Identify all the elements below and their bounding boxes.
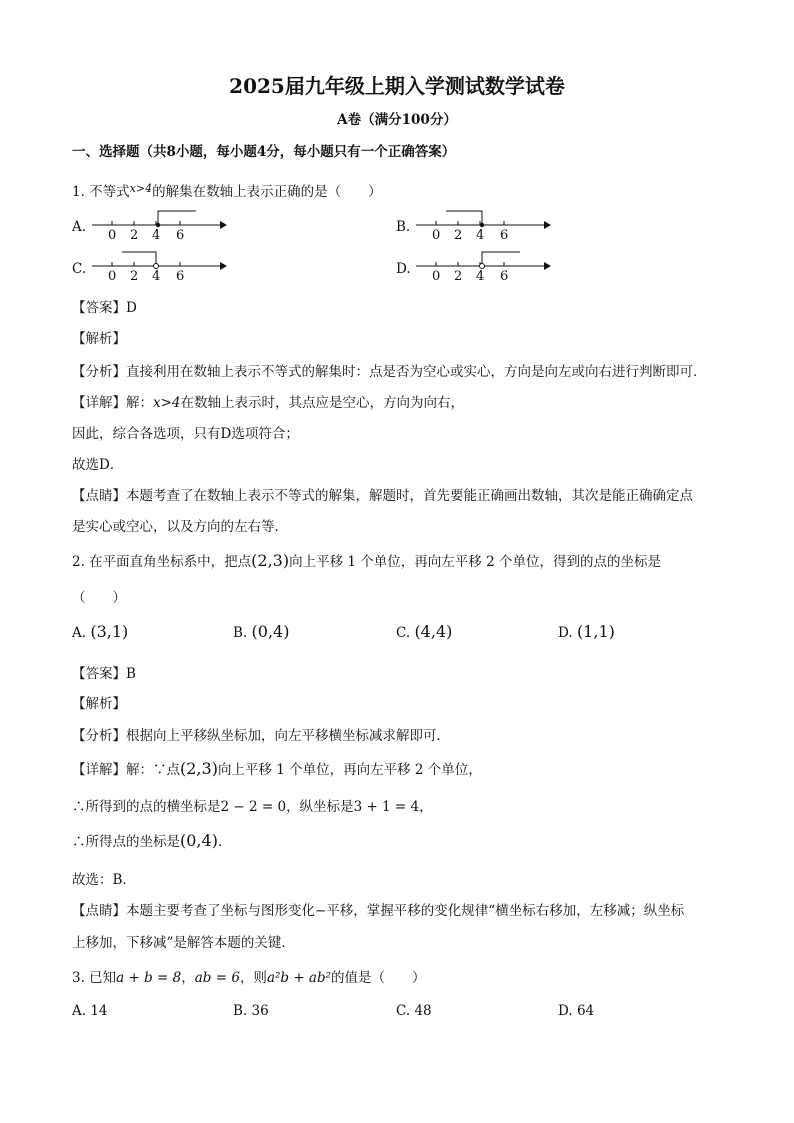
q1d-tick-2: 2 bbox=[454, 269, 463, 284]
q1-comment-line2: 是实心或空心，以及方向的左右等． bbox=[72, 519, 288, 535]
q1d-tick-4: 4 bbox=[476, 269, 485, 284]
q1-option-d-letter: D. bbox=[396, 261, 411, 277]
q1-stem: 1. 不等式$^{x>4}$的解集在数轴上表示正确的是（ ） bbox=[72, 182, 382, 200]
q3-stem: 3. 已知a + b = 8，ab = 6，则a²b + ab²的值是（ ） bbox=[72, 970, 426, 986]
paper-subtitle: A卷（满分100分） bbox=[337, 112, 457, 128]
q1-option-b-number-line bbox=[416, 205, 556, 245]
q1-detail-line3: 故选D． bbox=[72, 457, 124, 473]
q1-jiexi: 【解析】 bbox=[72, 331, 126, 347]
q2-analysis: 【分析】根据向上平移纵坐标加，向左平移横坐标减求解即可． bbox=[72, 728, 450, 744]
q1c-tick-0: 0 bbox=[108, 269, 117, 284]
q2-comment-line1: 【点睛】本题主要考查了坐标与图形变化−平移，掌握平移的变化规律“横坐标右移加，左移减；纵坐标 bbox=[72, 903, 685, 919]
q3-option-d: D. 64 bbox=[558, 1003, 595, 1019]
q2-option-d: D. (1,1) bbox=[558, 622, 615, 641]
q2-option-c: C. (4,4) bbox=[396, 622, 453, 641]
q2-answer: 【答案】B bbox=[72, 666, 136, 682]
q1-detail-line2: 因此，综合各选项，只有D选项符合； bbox=[72, 426, 299, 442]
q2-option-b: B. (0,4) bbox=[233, 622, 290, 641]
q1-analysis: 【分析】直接利用在数轴上表示不等式的解集时：点是否为空心或实心，方向是向左或向右进行判断即可． bbox=[72, 364, 707, 380]
q1a-tick-6: 6 bbox=[176, 228, 185, 243]
q1b-tick-2: 2 bbox=[454, 228, 463, 243]
q2-jiexi: 【解析】 bbox=[72, 696, 126, 712]
q1-option-c-letter: C. bbox=[72, 261, 87, 277]
q1-option-c-number-line bbox=[92, 246, 232, 286]
q1-option-b-letter: B. bbox=[396, 219, 411, 235]
q1b-tick-4: 4 bbox=[476, 228, 485, 243]
q1a-tick-4: 4 bbox=[152, 228, 161, 243]
q1d-tick-6: 6 bbox=[500, 269, 509, 284]
q1c-tick-4: 4 bbox=[152, 269, 161, 284]
q2-detail-line3: ∴所得点的坐标是(0,4)． bbox=[72, 831, 232, 850]
q3-option-c: C. 48 bbox=[396, 1003, 432, 1019]
q1b-tick-6: 6 bbox=[500, 228, 509, 243]
page-title: 2025届九年级上期入学测试数学试卷 bbox=[229, 74, 565, 98]
q2-detail-line2: ∴所得到的点的横坐标是2 − 2 = 0，纵坐标是3 + 1 = 4， bbox=[72, 799, 433, 815]
q3-option-a: A. 14 bbox=[72, 1003, 108, 1019]
q1-detail: 【详解】解：x>4在数轴上表示时，其点应是空心，方向为向右， bbox=[72, 395, 465, 411]
q2-detail: 【详解】解：∵点(2,3)向上平移 1 个单位，再向左平移 2 个单位， bbox=[72, 759, 482, 778]
q1c-tick-2: 2 bbox=[130, 269, 139, 284]
q1-option-a-number-line bbox=[92, 205, 232, 245]
section-heading: 一、选择题（共8小题，每小题4分，每小题只有一个正确答案） bbox=[72, 144, 456, 160]
q1a-tick-0: 0 bbox=[108, 228, 117, 243]
q1-answer: 【答案】D bbox=[72, 300, 137, 316]
q3-option-b: B. 36 bbox=[233, 1003, 269, 1019]
q1d-tick-0: 0 bbox=[432, 269, 441, 284]
q2-stem: 2. 在平面直角坐标系中，把点(2,3)向上平移 1 个单位，再向左平移 2 个单位，得到的点的坐标是 bbox=[72, 551, 661, 570]
q2-option-a: A. (3,1) bbox=[72, 622, 129, 641]
q1-option-d-number-line bbox=[416, 246, 556, 286]
q2-detail-line4: 故选：B． bbox=[72, 872, 136, 888]
q1b-tick-0: 0 bbox=[432, 228, 441, 243]
q2-blank: （ ） bbox=[72, 590, 126, 606]
q1-comment-line1: 【点睛】本题考查了在数轴上表示不等式的解集，解题时，首先要能正确画出数轴，其次是能正确确定点 bbox=[72, 488, 693, 504]
q1a-tick-2: 2 bbox=[130, 228, 139, 243]
q1c-tick-6: 6 bbox=[176, 269, 185, 284]
q2-comment-line2: 上移加，下移减”是解答本题的关键． bbox=[72, 935, 295, 951]
q1-option-a-letter: A. bbox=[72, 219, 87, 235]
